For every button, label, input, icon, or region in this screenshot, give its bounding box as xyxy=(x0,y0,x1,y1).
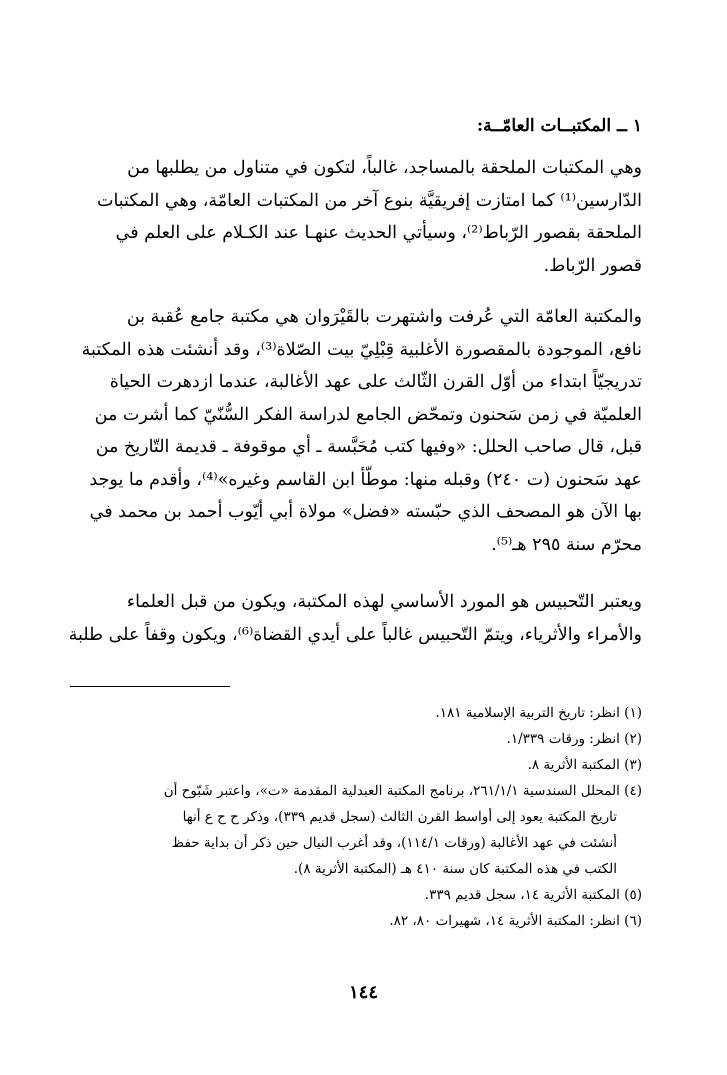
page-number: ١٤٤ xyxy=(348,982,378,1003)
text-line: تدريجيّاً ابتداء من أوّل القرن الثّالث على عهد الأغالبة، عندما ازدهرت الحياة xyxy=(109,372,642,392)
text-line: نافع، الموجودة بالمقصورة الأغلبية قِبْلِيّ بيت الصّلاة⁽³⁾، وقد أنشئت هذه المكتبة xyxy=(81,339,642,360)
text-line: قصور الرّباط. xyxy=(543,255,642,276)
text-line: وهي المكتبات الملحقة بالمساجد، غالباً، لتكون في متناول من يطلبها من xyxy=(127,158,642,178)
footnote-4-continued: أنشئت في عهد الأغالبة (ورقات ١١٤/١)، وقد أغرب النيال حين ذكر أن بداية حفظ xyxy=(171,835,617,851)
footnote-6: (٦) انظر: المكتبة الأثرية ١٤، شهيرات ٨٠، ٨٢. xyxy=(389,913,642,929)
text-line: ويعتبر التّحبيس هو المورد الأساسي لهذه المكتبة، ويكون من قبل العلماء xyxy=(126,592,642,612)
footnote-4-continued: الكتب في هذه المكتبة كان سنة ٤١٠ هـ (المكتبة الأثرية ٨). xyxy=(293,861,617,877)
paragraph-1 xyxy=(86,152,642,282)
footnote-2: (٢) انظر: ورقات ١/٣٣٩. xyxy=(506,731,642,747)
footnote-5: (٥) المكتبة الأثرية ١٤، سجل قديم ٣٣٩. xyxy=(424,887,642,903)
section-heading xyxy=(86,112,642,140)
text-line: الملحقة بقصور الرّباط⁽²⁾، وسيأتي الحديث عنهـا عند الكـلام على العلم في xyxy=(115,223,642,243)
text-line: محرّم سنة ٢٩٥ هـ⁽⁵⁾. xyxy=(491,534,642,555)
text-line: والمكتبة العامّة التي عُرفت واشتهرت بالقَيْرَوان هي مكتبة جامع عُقبة بن xyxy=(126,307,642,327)
footnotes xyxy=(86,700,642,934)
text-line: بها الآن هو المصحف الذي حبّسته «فضل» مولاة أبي أيّوب أحمد بن محمد في xyxy=(89,502,642,522)
heading-text: ١ ــ المكتبــات العامّــة: xyxy=(476,116,642,136)
footnote-3: (٣) المكتبة الأثرية ٨. xyxy=(527,757,642,773)
text-line: الدّارسين⁽¹⁾ كما امتازت إفريقيَّة بنوع آخر من المكتبات العامّة، وهي المكتبات xyxy=(96,190,642,211)
paragraph-2 xyxy=(81,301,642,561)
footnote-4-continued: تاريخ المكتبة يعود إلى أواسط القرن الثالث (سجل قديم ٣٣٩)، وذكر ح ح ع أنها xyxy=(182,809,617,825)
text-line: قبل، قال صاحب الحلل: «وفيها كتب مُحَبَّسة ـ أي موقوفة ـ قديمة التّاريخ من xyxy=(95,437,642,457)
text-line: العلميّة في زمن سَحنون وتمحّض الجامع لدراسة الفكر السُّنّيّ كما أشرت من xyxy=(94,404,642,425)
footnote-1: (١) انظر: تاريخ التربية الإسلامية ١٨١. xyxy=(435,705,642,721)
text-line: والأمراء والأثرياء، ويتمّ التّحبيس غالباً على أيدي القضاة⁽⁶⁾، ويكون وقفاً على طلبة xyxy=(68,624,642,645)
footnote-divider xyxy=(70,686,230,687)
footnote-4: (٤) المحلل السندسية ٢٦١/١/١، برنامج المكتبة العبدلية المقدمة «ت»، واعتبر شَبّوح أن xyxy=(163,783,642,799)
text-line: عهد سَحنون (ت ٢٤٠) وقبله منها: موطّأ ابن القاسم وغيره»⁽⁴⁾، وأقدم ما يوجد xyxy=(89,469,642,490)
paragraph-3 xyxy=(68,586,642,651)
